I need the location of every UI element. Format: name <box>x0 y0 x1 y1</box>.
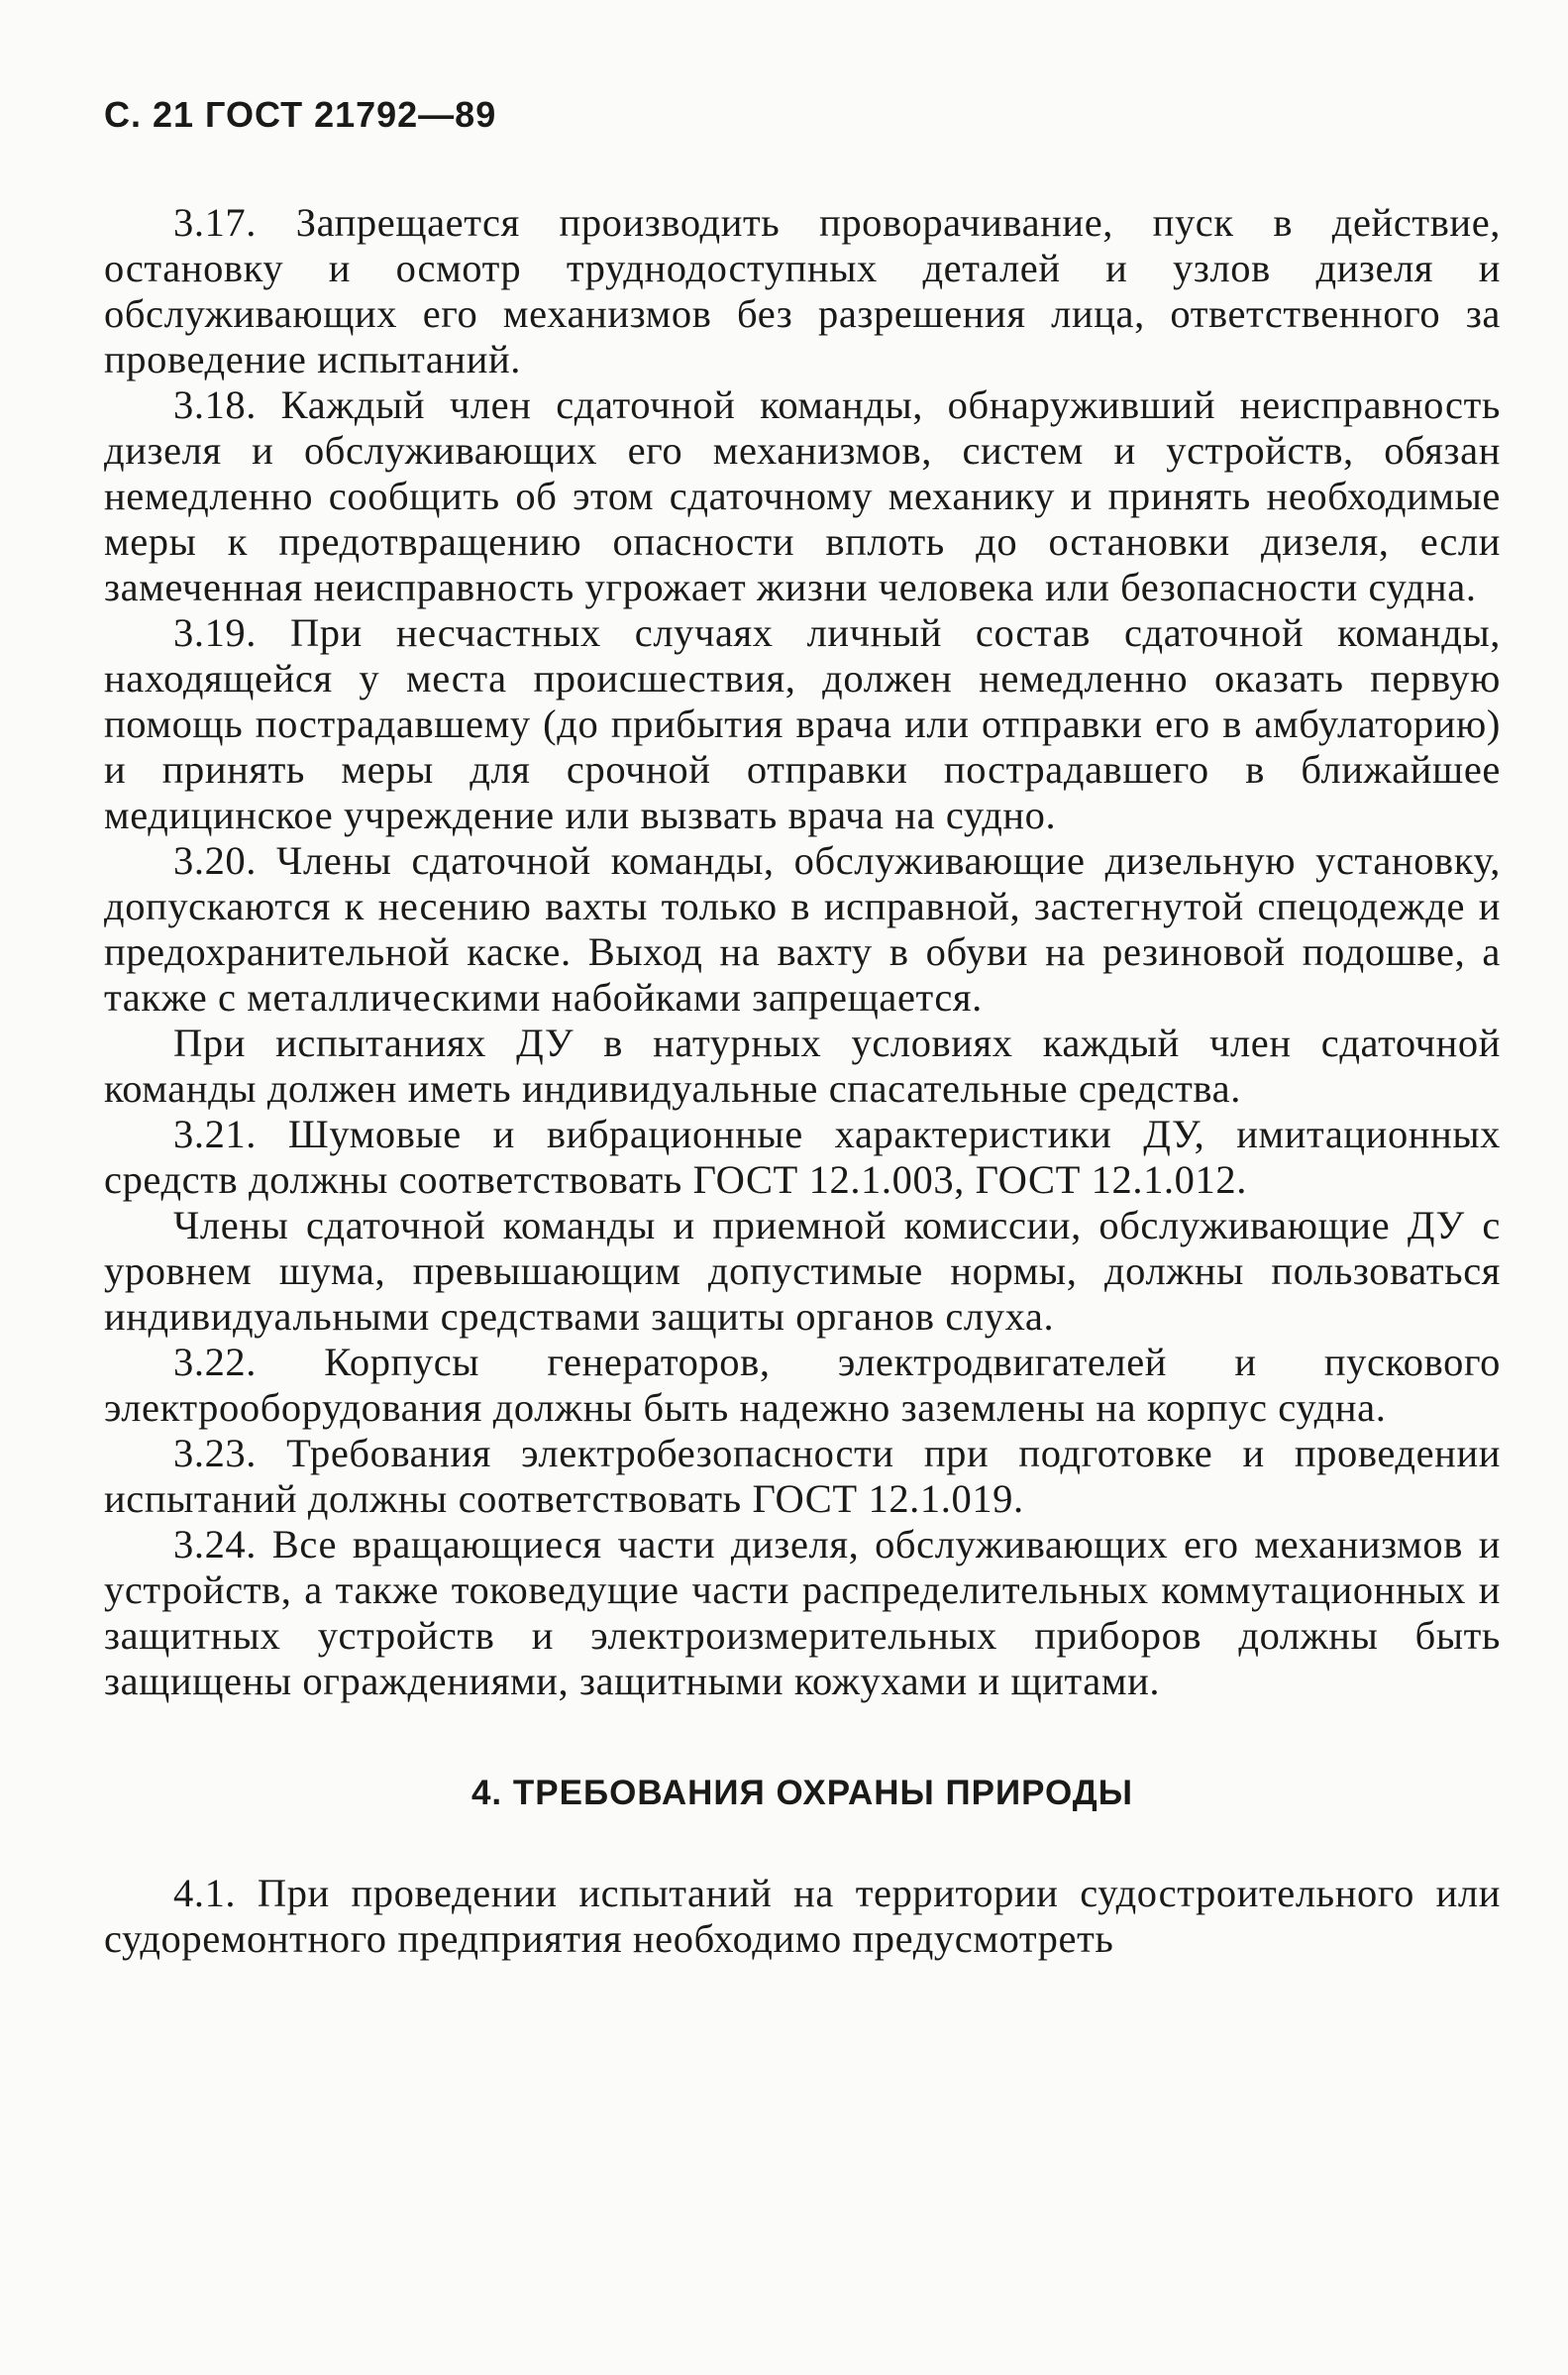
paragraph-3-21: 3.21. Шумовые и вибрационные характеристики ДУ, имитационных средств должны соответствовать ГОСТ 12.1.003, ГОСТ 12.1.012. <box>104 1112 1501 1202</box>
paragraph-3-21-continued: Члены сдаточной команды и приемной комиссии, обслуживающие ДУ с уровнем шума, превышающим допустимые нормы, должны пользоваться индивидуальными средствами защиты органов слуха. <box>104 1203 1501 1339</box>
paragraph-3-17: 3.17. Запрещается производить проворачивание, пуск в действие, остановку и осмотр труднодоступных деталей и узлов дизеля и обслуживающих его механизмов без разрешения лица, ответственного за проведение испытаний. <box>104 200 1501 381</box>
section-title: 4. ТРЕБОВАНИЯ ОХРАНЫ ПРИРОДЫ <box>470 1774 1134 1812</box>
paragraph-3-23: 3.23. Требования электробезопасности при подготовке и проведении испытаний должны соответствовать ГОСТ 12.1.019. <box>104 1431 1501 1521</box>
paragraph-3-22: 3.22. Корпусы генераторов, электродвигателей и пускового электрооборудования должны быть надежно заземлены на корпус судна. <box>104 1340 1501 1430</box>
paragraph-3-19: 3.19. При несчастных случаях личный состав сдаточной команды, находящейся у места происшествия, должен немедленно оказать первую помощь пострадавшему (до прибытия врача или отправки его в амбулаторию) и принять меры для срочной отправки пострадавшего в ближайшее медицинское учреждение или вызвать врача на судно. <box>104 610 1501 837</box>
paragraph-3-20-continued: При испытаниях ДУ в натурных условиях каждый член сдаточной команды должен иметь индивидуальные спасательные средства. <box>104 1021 1501 1111</box>
paragraph-3-20: 3.20. Члены сдаточной команды, обслуживающие дизельную установку, допускаются к несению вахты только в исправной, застегнутой спецодежде и предохранительной каске. Выход на вахту в обуви на резиновой подошве, а также с металлическими набойками запрещается. <box>104 838 1501 1020</box>
paragraph-4-1: 4.1. При проведении испытаний на территории судостроительного или судоремонтного предприятия необходимо предусмотреть <box>104 1871 1501 1961</box>
paragraph-3-18: 3.18. Каждый член сдаточной команды, обнаруживший неисправность дизеля и обслуживающих его механизмов, систем и устройств, обязан немедленно сообщить об этом сдаточному механику и принять необходимые меры к предотвращению опасности вплоть до остановки дизеля, если замеченная неисправность угрожает жизни человека или безопасности судна. <box>104 382 1501 609</box>
document-page <box>104 94 1501 1962</box>
paragraph-3-24: 3.24. Все вращающиеся части дизеля, обслуживающих его механизмов и устройств, а также токоведущие части распределительных коммутационных и защитных устройств и электроизмерительных приборов должны быть защищены ограждениями, защитными кожухами и щитами. <box>104 1522 1501 1703</box>
page-header: С. 21 ГОСТ 21792—89 <box>104 94 497 135</box>
